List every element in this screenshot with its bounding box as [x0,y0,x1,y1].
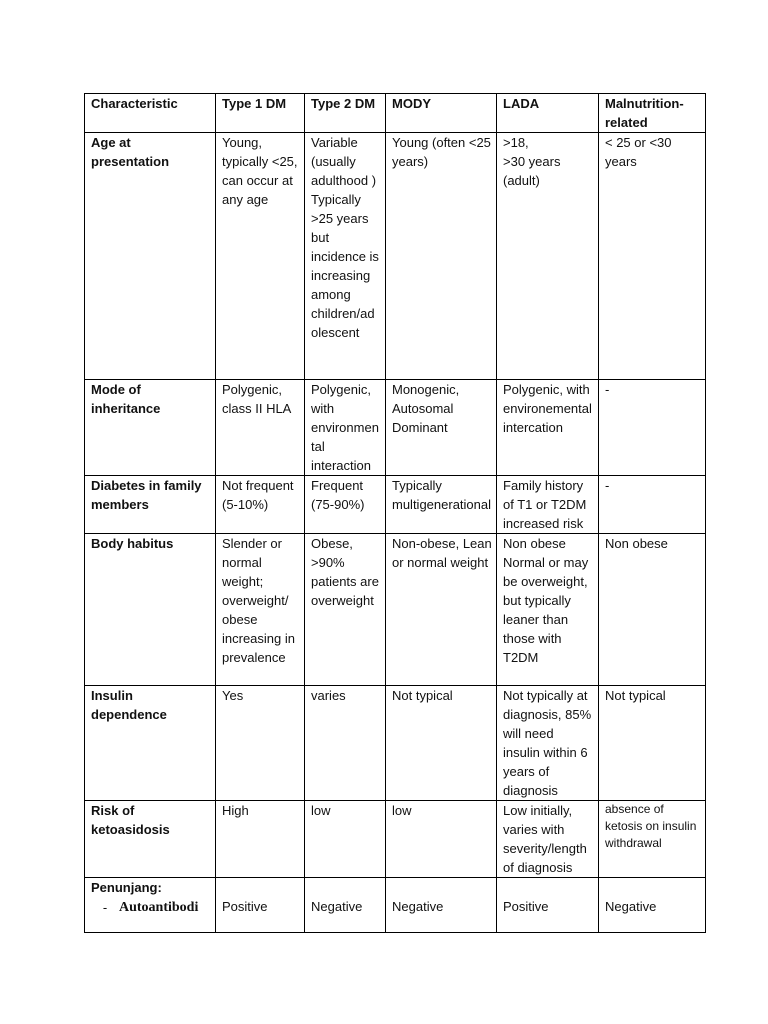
cell-inheritance-malnutrition: - [599,380,706,476]
cell-age-mody: Young (often <25 years) [386,133,497,380]
cell-insulin-type2: varies [305,686,386,801]
cell-age-lada: >18, >30 years (adult) [497,133,599,380]
cell-age-type2: Variable (usually adulthood ) Typically >25 years but incidence is increasing among children/adolescent [305,133,386,380]
row-label-family: Diabetes in family members [85,476,216,534]
value-penunjang-malnutrition: Negative [605,899,657,914]
table-row [85,133,706,380]
cell-habitus-type1: Slender or normal weight; overweight/ obese increasing in prevalence [216,534,305,686]
row-label-keto: Risk of ketoasidosis [85,801,216,878]
value-penunjang-type2: Negative [311,899,363,914]
cell-keto-type1: High [216,801,305,878]
table-row [85,534,706,686]
value-penunjang-lada: Positive [503,899,549,914]
value-penunjang-type1: Positive [222,899,268,914]
header-type2: Type 2 DM [305,94,386,133]
diabetes-comparison-table [84,93,706,933]
row-label-age: Age at presentation [85,133,216,380]
cell-habitus-type2: Obese, >90% patients are overweight [305,534,386,686]
penunjang-sublist [91,898,211,917]
cell-inheritance-type2: Polygenic, with environmental interaction [305,380,386,476]
cell-inheritance-lada: Polygenic, with environemental intercation [497,380,599,476]
autoantibodi-label: Autoantibodi [119,900,199,915]
cell-habitus-malnutrition: Non obese [599,534,706,686]
header-lada: LADA [497,94,599,133]
cell-keto-malnutrition: absence of ketosis on insulin withdrawal [599,801,706,878]
list-dash: - [102,900,108,915]
cell-family-mody: Typically multigenerational [386,476,497,534]
cell-keto-lada: Low initially, varies with severity/length of diagnosis [497,801,599,878]
cell-family-type1: Not frequent (5-10%) [216,476,305,534]
cell-age-malnutrition: < 25 or <30 years [599,133,706,380]
cell-insulin-lada: Not typically at diagnosis, 85% will need insulin within 6 years of diagnosis [497,686,599,801]
table-row [85,380,706,476]
row-label-inheritance: Mode of inheritance [85,380,216,476]
table-row [85,878,706,933]
cell-penunjang-lada [497,878,599,933]
penunjang-label: Penunjang: [91,880,162,895]
header-type1: Type 1 DM [216,94,305,133]
cell-inheritance-type1: Polygenic, class II HLA [216,380,305,476]
cell-family-malnutrition: - [599,476,706,534]
cell-keto-mody: low [386,801,497,878]
cell-inheritance-mody: Monogenic, Autosomal Dominant [386,380,497,476]
cell-penunjang-mody [386,878,497,933]
cell-family-lada: Family history of T1 or T2DM increased risk [497,476,599,534]
cell-insulin-mody: Not typical [386,686,497,801]
cell-penunjang-malnutrition [599,878,706,933]
table-row [85,801,706,878]
cell-age-type1: Young, typically <25, can occur at any age [216,133,305,380]
cell-keto-type2: low [305,801,386,878]
cell-penunjang-type2 [305,878,386,933]
header-characteristic: Characteristic [85,94,216,133]
table-row [85,476,706,534]
cell-insulin-type1: Yes [216,686,305,801]
cell-family-type2: Frequent (75-90%) [305,476,386,534]
cell-habitus-mody: Non-obese, Lean or normal weight [386,534,497,686]
cell-habitus-lada: Non obese Normal or may be overweight, but typically leaner than those with T2DM [497,534,599,686]
header-mody: MODY [386,94,497,133]
table-header-row [85,94,706,133]
row-label-insulin: Insulin dependence [85,686,216,801]
row-label-habitus: Body habitus [85,534,216,686]
row-label-penunjang [85,878,216,933]
value-penunjang-mody: Negative [392,899,444,914]
header-malnutrition: Malnutrition-related [599,94,706,133]
table-row [85,686,706,801]
cell-penunjang-type1 [216,878,305,933]
cell-insulin-malnutrition: Not typical [599,686,706,801]
